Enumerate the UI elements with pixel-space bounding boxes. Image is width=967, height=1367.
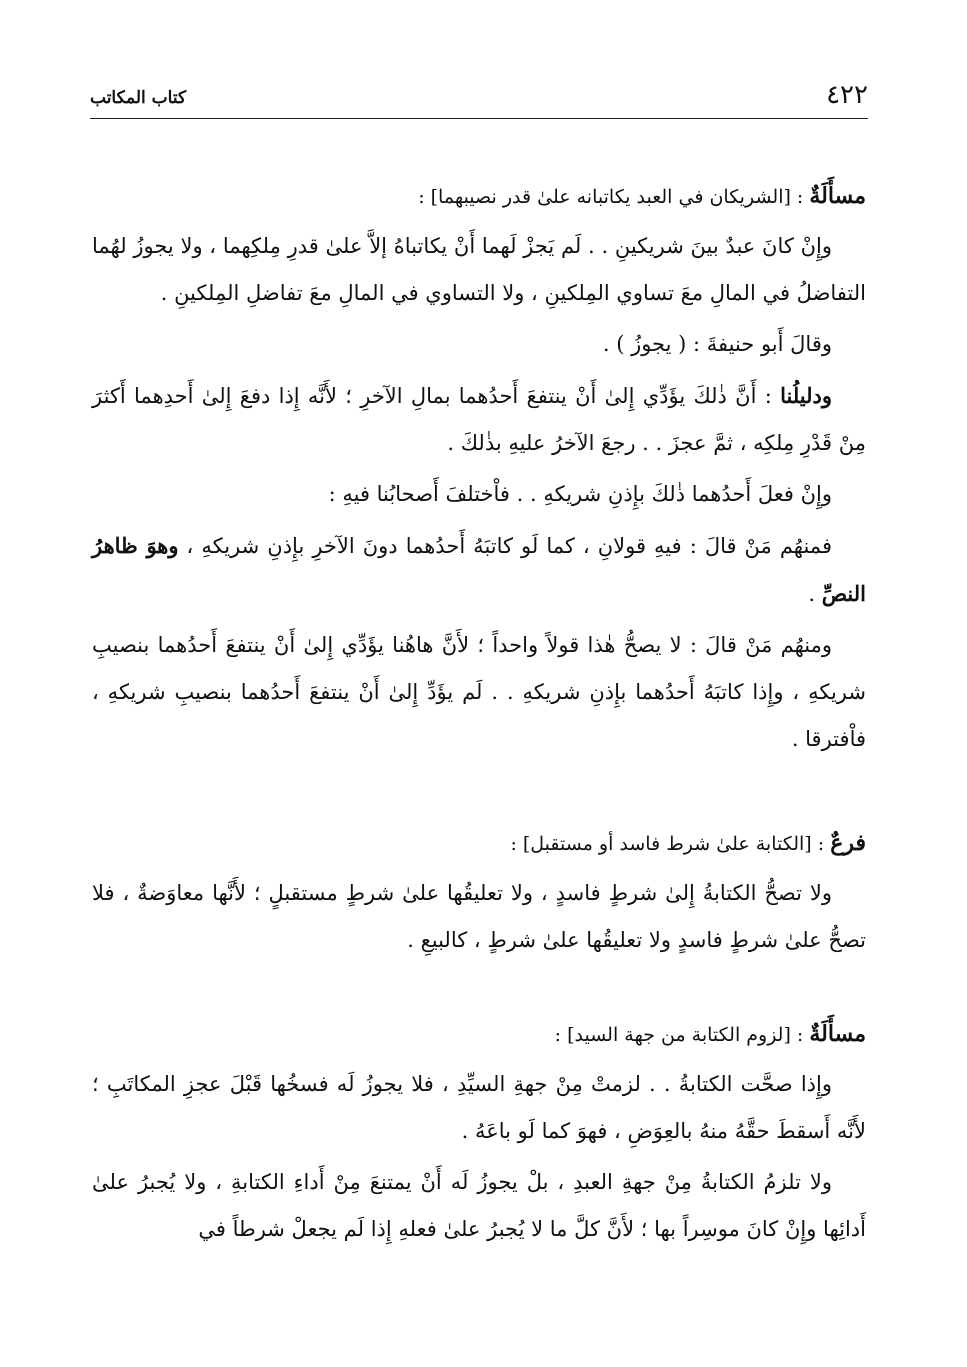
paragraph [92,372,866,467]
paragraph-lead: ودليلُنا [780,383,832,408]
running-title: كتاب المكاتب [90,88,187,108]
heading-title: : [الشريكان في العبد يكاتبانه علىٰ قدر نصيبهما] : [418,186,810,208]
paragraph-emphasis: وهوَ ظاهرُ النصِّ [92,533,866,606]
paragraph: وإِنْ كانَ عبدٌ بينَ شريكينِ . . لَم يَجزْ لَهما أَنْ يكاتباهُ إلاَّ علىٰ قدرِ مِلكِهما ، ولا يجوزُ لهُما التفاضلُ في المالِ معَ تساوي المِلكينِ ، ولا التساوي في المالِ معَ تفاضلِ المِلكينِ . [92,234,866,305]
header-rule [90,118,868,119]
heading-keyword: مسأَلَةٌ [809,1021,866,1047]
heading-title: : [لزوم الكتابة من جهة السيد] : [554,1024,810,1046]
paragraph: وإِنْ فعلَ أَحدُهما ذٰلكَ بإِذنِ شريكهِ . . فاْختلفَ أَصحابُنا فيهِ : [328,482,832,506]
section-spacer [92,767,866,815]
page-number: ٤٢٢ [826,80,868,110]
paragraph: وإِذا صحَّت الكتابةُ . . لزمتْ مِنْ جهةِ السيِّدِ ، فلا يجوزُ لَه فسخُها قَبْلَ عجزِ المكاتَبِ ؛ لأَنَّه أَسقطَ حقَّهُ منهُ بالعِوَضِ ، فهوَ كما لَو باعَهُ . [92,1072,866,1143]
paragraph-text: فمنهُم مَنْ قالَ : فيهِ قولانِ ، كما لَو كاتبَهُ أَحدُهما دونَ الآخرِ بإِذنِ شريكهِ ، [178,534,832,558]
paragraph: ولا تلزمُ الكتابةُ مِنْ جهةِ العبدِ ، بلْ يجوزُ لَه أَنْ يمتنعَ مِنْ أَداءِ الكتابةِ ، ولا يُجبرُ علىٰ أَدائِها وإِنْ كانَ موسِراً بها ؛ لأَنَّ كلَّ ما لا يُجبرُ علىٰ فعلهِ إِذا لَم يجعلْ شرطاً في [92,1170,866,1241]
paragraph-end: . [808,582,822,606]
heading-title: : [الكتابة علىٰ شرط فاسد أو مستقبل] : [510,833,831,855]
paragraph-text: : أَنَّ ذٰلكَ يؤَدِّي إِلىٰ أَنْ ينتفعَ أَحدُهما بمالِ الآخرِ ؛ لأَنَّه إِذا دفعَ إِلىٰ أَحدِهما أَكثرَ مِنْ قَدْرِ مِلكِه ، ثمَّ عجزَ . . رجعَ الآخرُ عليهِ بذٰلكَ . [92,384,866,455]
page-body [92,168,866,1257]
paragraph: ولا تصحُّ الكتابةُ إِلىٰ شرطٍ فاسدٍ ، ولا تعليقُها علىٰ شرطٍ مستقبلٍ ؛ لأَنَّها معاوَضةٌ ، فلا تصحُّ علىٰ شرطٍ فاسدٍ ولا تعليقُها علىٰ شرطٍ ، كالبيعِ . [92,881,866,952]
heading-keyword: مسأَلَةٌ [809,183,866,209]
section-heading [92,825,866,862]
section-heading [92,178,866,215]
paragraph [92,522,866,618]
section-spacer [92,968,866,1006]
section-heading [92,1016,866,1053]
paragraph: وقالَ أَبو حنيفةَ : ( يجوزُ ) . [602,332,832,356]
paragraph: ومنهُم مَنْ قالَ : لا يصحُّ هٰذا قولاً واحداً ؛ لأَنَّ هاهُنا يؤَدِّي إِلىٰ أَنْ ينتفعَ أَحدُهما بنصيبِ شريكهِ ، وإِذا كاتبَهُ أَحدُهما بإِذنِ شريكهِ . . لَم يؤَدِّ إِلىٰ أَنْ ينتفعَ أَحدُهما بنصيبِ شريكهِ ، فاْفترقا . [92,633,866,751]
heading-keyword: فرعٌ [830,830,866,856]
page-header [90,76,868,116]
